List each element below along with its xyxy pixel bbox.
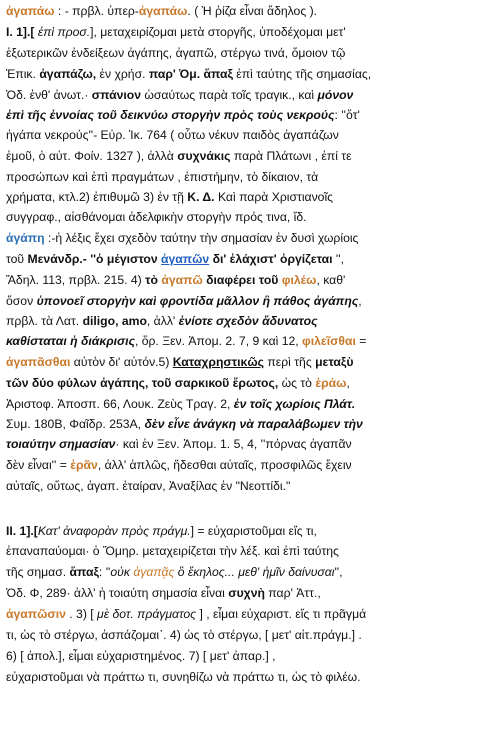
entry-line bbox=[6, 64, 478, 84]
entry-text: = bbox=[355, 334, 367, 348]
entry-line bbox=[6, 85, 478, 105]
entry-text: τι, ὡς τὸ στέργω, ἀσπάζομαι᾽. 4) ὡς τὸ στέργω, [ μετ' αἰτ.πράγμ.] . bbox=[6, 628, 362, 642]
entry-text: Μενάνδρ.- ''ὁ μέγιστον bbox=[27, 252, 162, 266]
entry-text: ἀγαπᾶσθαι bbox=[6, 355, 71, 369]
entry-text: αὐτὸν δι' αὑτόν.5) bbox=[70, 355, 173, 369]
entry-text: συγγραφ., αἰσθάνομαι ἀδελφικὴν στοργὴν πρός τινα, ἴδ. bbox=[6, 210, 307, 224]
entry-text: διαφέρει τοῦ bbox=[202, 273, 282, 287]
entry-text: χρήματα, κτλ.2) ἐπιθυμῶ 3) ἐν τῇ bbox=[6, 190, 188, 204]
entry-text: ἀγάπη bbox=[6, 231, 45, 245]
entry-text: ὡσαύτως παρὰ τοῖς τραγικ., καὶ bbox=[141, 88, 318, 102]
entry-text: ἐνίοτε σχεδὸν ἄδυνατος bbox=[178, 314, 318, 328]
entry-text: Κατ' ἀναφορὰν πρὸς πράγμ. bbox=[37, 524, 191, 538]
entry-text: φιλέω bbox=[281, 273, 317, 287]
entry-line bbox=[6, 476, 478, 496]
entry-text: ἀγαπάω bbox=[138, 4, 188, 18]
entry-text: οὐκ bbox=[110, 565, 134, 579]
entry-text: ἐξωτερικῶν ἐνδείξεων ἀγάπης, ἀγαπῶ, στέργω τινά, ὅμοιον τῷ bbox=[6, 46, 346, 60]
entry-text: ΙΙ. 1].[ bbox=[6, 524, 38, 538]
entry-text: συχνάκις bbox=[177, 149, 231, 163]
entry-line bbox=[6, 105, 478, 125]
entry-line bbox=[6, 455, 478, 475]
entry-text: ἀγαπῶ bbox=[161, 273, 203, 287]
entry-text: μεταξὺ bbox=[315, 355, 354, 369]
entry-line bbox=[6, 125, 478, 145]
entry-text: : ''ὅτ' bbox=[334, 108, 360, 122]
entry-text: , bbox=[346, 376, 350, 390]
entry-text: ἐπὶ τῆς ἐννοίας τοῦ δεικνύω στοργὴν πρὸς τοὺς νεκρούς bbox=[6, 108, 335, 122]
entry-text: συχνὴ bbox=[228, 586, 265, 600]
entry-text: Ἄδηλ. 113, πρβλ. 215. 4) bbox=[6, 273, 146, 287]
entry-text: τοιαύτην σημασίαν bbox=[6, 437, 116, 451]
entry-text: Ὀδ. ἐνθ' ἀνωτ.· bbox=[6, 88, 92, 102]
entry-text: ἐπὶ ταύτης τῆς σημασίας, bbox=[232, 67, 372, 81]
entry-text: Καταχρηστικῶς bbox=[172, 355, 264, 369]
entry-line bbox=[6, 521, 478, 541]
entry-line bbox=[6, 541, 478, 561]
entry-text: , ἀλλ' bbox=[146, 314, 179, 328]
entry-line bbox=[6, 394, 478, 414]
entry-text: ἐρᾶν bbox=[70, 458, 98, 472]
entry-text: Ἐπικ. bbox=[6, 67, 40, 81]
entry-line bbox=[6, 604, 478, 624]
entry-text: ὅσον bbox=[6, 294, 37, 308]
cross-reference-link[interactable]: ἀγαπῶν bbox=[161, 252, 210, 266]
entry-text: περὶ τῆς bbox=[263, 355, 316, 369]
entry-text: : - πρβλ. ὑπερ- bbox=[54, 4, 139, 18]
entry-text: μὲ δοτ. πράγματος bbox=[97, 607, 197, 621]
entry-text: . 3) [ bbox=[65, 607, 98, 621]
entry-text: Ὀδ. Φ, 289· ἀλλ' ἡ τοιαύτη σημασία εἶναι bbox=[6, 586, 229, 600]
entry-text: ἠγάπα νεκρούς''- Εὐρ. Ἱκ. 764 ( οὗτω νέκυν παιδὸς ἀγαπάζων bbox=[6, 128, 339, 142]
entry-text: εὐχαριστοῦμαι νὰ πράττω τι, συνηθίζω νὰ πράττω τι, ὡς τὸ φιλέω. bbox=[6, 670, 361, 684]
entry-text: τὸ bbox=[145, 273, 162, 287]
entry-line bbox=[6, 22, 478, 42]
entry-line bbox=[6, 414, 478, 434]
entry-text: · καὶ ἐν Ξεν. Ἀπομ. 1. 5, 4, ''πόρνας ἀγαπᾶν bbox=[115, 437, 352, 451]
entry-text: ἐπὶ προσ. bbox=[34, 25, 91, 39]
entry-text: αὐταῖς, οὕτως, ἀγαπ. ἑταίραν, Ἀναξίλας ἐν "Νεοττίδι." bbox=[6, 479, 291, 493]
entry-text: σπάνιον bbox=[91, 88, 141, 102]
entry-text: , bbox=[358, 294, 362, 308]
entry-line bbox=[6, 43, 478, 63]
entry-line bbox=[6, 187, 478, 207]
entry-line bbox=[6, 291, 478, 311]
entry-line bbox=[6, 228, 478, 248]
entry-text: δὲν εἶνε ἀνάγκη νὰ παραλάβωμεν τὴν bbox=[144, 417, 363, 431]
entry-line bbox=[6, 562, 478, 582]
entry-text: τῆς σημασ. bbox=[6, 565, 70, 579]
entry-text: :-ἡ λέξις ἔχει σχεδὸν ταύτην τὴν σημασίαν ἐν δυσὶ χωρίοις bbox=[44, 231, 359, 245]
entry-text: ἀγαπάζω, bbox=[39, 67, 97, 81]
entry-text: , ἀλλ' ἁπλῶς, ἥδεσθαι αὐταῖς, προσφιλῶς ἔχειν bbox=[97, 458, 352, 472]
entry-text: ἐράω bbox=[315, 376, 347, 390]
entry-line bbox=[6, 146, 478, 166]
entry-line bbox=[6, 331, 478, 351]
entry-line bbox=[6, 373, 478, 393]
entry-text: '', bbox=[334, 565, 343, 579]
entry-line bbox=[6, 352, 478, 372]
entry-text: ἐν τοῖς χωρίοις Πλάτ. bbox=[233, 397, 356, 411]
entry-line bbox=[6, 311, 478, 331]
entry-line bbox=[6, 1, 478, 21]
entry-text: ] , εἶμαι εὐχαριστ. εἴς τι πρᾶγμά bbox=[196, 607, 367, 621]
entry-text: , καθ' bbox=[316, 273, 346, 287]
entry-text: παρ' Ἀττ., bbox=[264, 586, 321, 600]
entry-text: ] = εὐχαριστοῦμαι εἴς τι, bbox=[190, 524, 317, 538]
entry-text: ἀγαπῶσιν bbox=[6, 607, 66, 621]
entry-text: ὃ ἕκηλος... μεθ' ἡμῖν δαίνυσαι bbox=[174, 565, 335, 579]
entry-text: Καὶ παρὰ Χριστιανοῖς bbox=[214, 190, 334, 204]
entry-text: ], μεταχειρίζομαι μετὰ στοργῆς, ὑποδέχομαι μετ' bbox=[90, 25, 346, 39]
entry-text: τοῦ bbox=[6, 252, 28, 266]
entry-text: δι' ἐλάχιστ' ὀργίζεται bbox=[209, 252, 333, 266]
entry-text: ἐπαναπαύομαι· ὁ Ὅμηρ. μεταχειρίζεται τὴν λέξ. καὶ ἐπὶ ταύτης bbox=[6, 544, 339, 558]
entry-text: Ἀριστοφ. Ἀποσπ. 66, Λουκ. Ζεὺς Τραγ. 2, bbox=[6, 397, 234, 411]
entry-text: προσώπων καὶ ἐπὶ πραγμάτων , ἐπιστήμην, τὸ δίκαιον, τὰ bbox=[6, 170, 319, 184]
entry-text: πρβλ. τὰ Λατ. bbox=[6, 314, 83, 328]
entry-text: τῶν δύο φύλων ἀγάπης, τοῦ σαρκικοῦ ἔρωτος, bbox=[6, 376, 279, 390]
entry-text: ἀγαπᾷς bbox=[133, 565, 175, 579]
entry-line bbox=[6, 583, 478, 603]
entry-line bbox=[6, 207, 478, 227]
entry-text: φιλεῖσθαι bbox=[302, 334, 356, 348]
entry-text: καθίσταται ἡ διάκρισις bbox=[6, 334, 135, 348]
entry-text: diligo, amo bbox=[82, 314, 147, 328]
entry-text: 6) [ ἀπολ.], εἶμαι εὐχαριστημένος. 7) [ μετ' ἀπαρ.] , bbox=[6, 649, 276, 663]
entry-text: μόνον bbox=[317, 88, 354, 102]
entry-line bbox=[6, 434, 478, 454]
entry-text: '', bbox=[332, 252, 344, 266]
entry-text: , ὅρ. Ξεν. Ἀπομ. 2. 7, 9 καὶ 12, bbox=[134, 334, 303, 348]
entry-line bbox=[6, 625, 478, 645]
entry-text: ὡς τὸ bbox=[278, 376, 316, 390]
entry-text: ὑπονοεῖ στοργὴν καὶ φροντίδα μᾶλλον ἢ πάθος ἀγάπης bbox=[36, 294, 359, 308]
entry-text: ἅπαξ bbox=[69, 565, 99, 579]
entry-text: ἐμοῦ, ὁ αὐτ. Φοίν. 1327 ), ἀλλὰ bbox=[6, 149, 178, 163]
entry-line bbox=[6, 270, 478, 290]
entry-text: δὲν εἶναι'' = bbox=[6, 458, 71, 472]
entry-text: Κ. Δ. bbox=[187, 190, 215, 204]
entry-text: . ( Ἡ ῥίζα εἶναι ἄδηλος ). bbox=[187, 4, 318, 18]
entry-text: ἐν χρήσ. bbox=[96, 67, 149, 81]
entry-text: : '' bbox=[98, 565, 111, 579]
entry-text: παρ' Ὀμ. ἅπαξ bbox=[148, 67, 233, 81]
entry-text: Συμ. 180Β, Φαῖδρ. 253Α, bbox=[6, 417, 145, 431]
entry-line bbox=[6, 667, 478, 687]
entry-text: ἀγαπάω bbox=[6, 4, 55, 18]
entry-text: Ι. 1].[ bbox=[6, 25, 35, 39]
entry-line bbox=[6, 167, 478, 187]
entry-line bbox=[6, 646, 478, 666]
entry-line bbox=[6, 249, 478, 269]
entry-text: παρὰ Πλάτωνι , ἐπί τε bbox=[230, 149, 352, 163]
